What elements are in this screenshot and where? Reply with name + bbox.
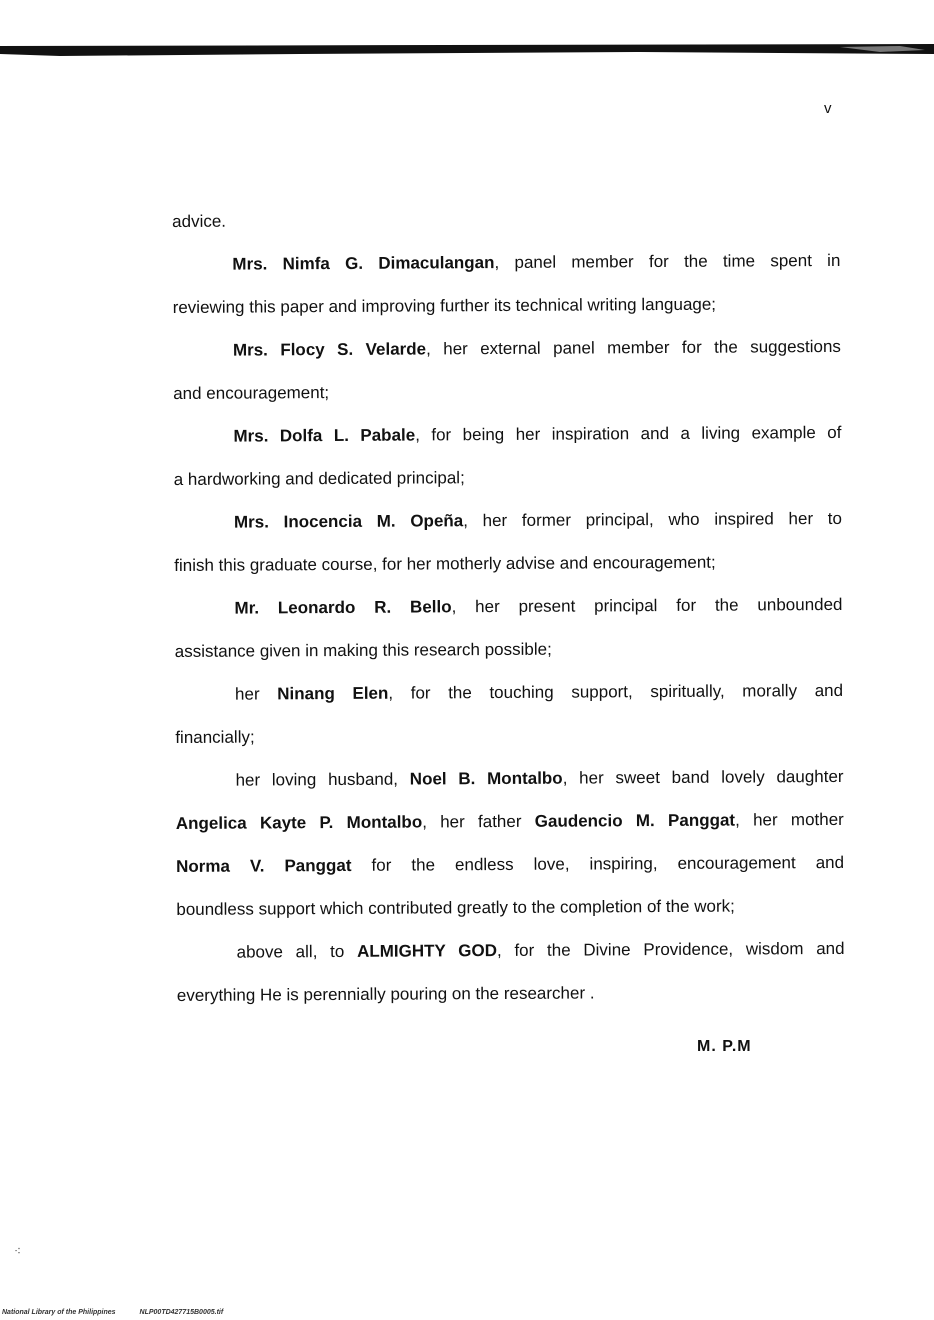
text-line [176, 884, 844, 931]
text-line [173, 368, 841, 415]
paragraph [176, 927, 845, 1017]
text-segment: advice. [172, 211, 227, 231]
text-line [173, 282, 841, 329]
text-segment: her [234, 684, 278, 704]
text-line [176, 841, 844, 888]
footer-library: National Library of the Philippines [2, 1309, 116, 1316]
bold-name: Mrs. Nimfa G. Dimaculangan [232, 253, 495, 274]
text-segment: , her mother [735, 809, 844, 830]
text-line [175, 712, 843, 759]
paragraph [172, 239, 841, 329]
text-line [176, 798, 844, 845]
bold-name: Mrs. Flocy S. Velarde [232, 339, 427, 360]
text-segment: boundless support which contributed greatly to the completion of the work; [176, 896, 735, 919]
text-line [173, 325, 841, 372]
bold-name: ALMIGHTY GOD [356, 941, 498, 961]
paragraph [173, 411, 842, 501]
text-line [173, 411, 841, 458]
paragraph [172, 196, 840, 243]
text-line [174, 454, 842, 501]
text-line [175, 755, 843, 802]
text-line [175, 626, 843, 673]
text-segment: a hardworking and dedicated principal; [173, 468, 465, 489]
paragraph [175, 755, 844, 931]
paragraph [175, 669, 844, 759]
text-segment: , for the touching support, spiritually, morally and [388, 680, 844, 703]
bold-name: Mr. Leonardo R. Bello [234, 597, 452, 618]
text-line [177, 970, 845, 1017]
bold-name: Ninang Elen [277, 683, 389, 704]
text-segment: finish this graduate course, for her motherly advise and encouragement; [174, 552, 716, 575]
paragraph [174, 497, 843, 587]
text-segment: , panel member for the time spent in [494, 250, 841, 273]
bold-name: Norma V. Panggat [176, 855, 352, 876]
scan-artifact-icon: ⁖ [14, 1244, 22, 1258]
bold-name: Mrs. Inocencia M. Opeña [233, 511, 464, 532]
text-segment: , for being her inspiration and a living example of [415, 422, 842, 445]
scan-border-bar [0, 44, 934, 58]
text-segment: for the endless love, inspiring, encouragement and [351, 852, 845, 875]
footer-watermark [2, 1309, 245, 1316]
text-segment: , her father [422, 811, 535, 832]
text-line [174, 497, 842, 544]
text-line [175, 669, 843, 716]
bold-name: Angelica Kayte P. Montalbo [175, 812, 423, 833]
bold-name: Mrs. Dolfa L. Pabale [233, 425, 416, 446]
signature-initials: M. P.M [697, 1038, 752, 1055]
text-segment: , for the Divine Providence, wisdom and [496, 938, 845, 961]
text-line [172, 239, 840, 286]
text-segment: her loving husband, [235, 769, 410, 790]
text-line [174, 583, 842, 630]
text-segment: and encouragement; [173, 383, 330, 403]
footer-file-id: NLP00TD427715B0005.tif [139, 1309, 224, 1316]
bold-name: Noel B. Montalbo [409, 768, 563, 789]
text-segment: reviewing this paper and improving further its technical writing language; [172, 294, 717, 317]
text-segment: , her former principal, who inspired her to [463, 508, 843, 531]
text-line [172, 196, 840, 243]
page-number: v [824, 100, 832, 117]
text-segment: assistance given in making this research possible; [174, 639, 552, 661]
text-segment: , her sweet band lovely daughter [562, 766, 844, 788]
paragraph [174, 583, 843, 673]
acknowledgment-body [172, 196, 845, 1017]
text-line [176, 927, 844, 974]
paragraph [173, 325, 842, 415]
text-segment: above all, to [236, 941, 358, 962]
text-segment: financially; [175, 727, 255, 747]
bold-name: Gaudencio M. Panggat [534, 810, 736, 831]
text-segment: , her present principal for the unbounded [451, 594, 843, 617]
text-line [174, 540, 842, 587]
text-segment: , her external panel member for the suggestions [426, 336, 841, 359]
text-segment: everything He is perennially pouring on the researcher . [176, 983, 595, 1005]
